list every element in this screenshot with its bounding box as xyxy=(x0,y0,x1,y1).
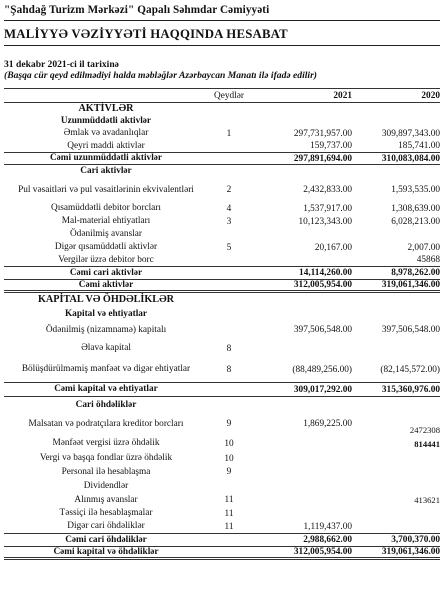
table-row xyxy=(4,165,440,178)
row-label: Təssiçi ilə hesablaşmalar xyxy=(59,508,153,519)
row-label: Dividendlər xyxy=(83,480,129,491)
row-note: 9 xyxy=(226,419,232,429)
table-row xyxy=(4,228,440,241)
total-row xyxy=(4,152,440,165)
row-note: 1 xyxy=(226,128,232,139)
column-header-2020: 2020 xyxy=(421,90,440,101)
report-date: 31 dekabr 2021-ci il tarixinə xyxy=(4,59,119,70)
table-row xyxy=(4,357,440,382)
row-label: Cəmi kapital və ehtiyatlar xyxy=(54,384,158,395)
table-row xyxy=(4,140,440,152)
value-2020: 319,061,346.00 xyxy=(381,280,440,290)
column-header-notes: Qeydlər xyxy=(214,90,244,101)
value-2021: 1,869,225.00 xyxy=(303,419,352,429)
report-title: MALİYYƏ VƏZİYYƏTİ HAQQINDA HESABAT xyxy=(4,27,288,41)
grand-total-row xyxy=(4,279,440,293)
row-label: Mal-material ehtiyatları xyxy=(61,216,151,227)
row-note: 4 xyxy=(226,203,232,214)
value-2020: 45868 xyxy=(416,255,440,265)
row-label: Digər cari öhdəliklər xyxy=(67,521,145,532)
column-header-2021: 2021 xyxy=(333,90,352,101)
section-heading: KAPİTAL VƏ ÖHDƏLİKLƏR xyxy=(38,294,174,306)
row-note: 3 xyxy=(226,216,232,227)
row-label: Cəmi kapital və öhdəliklər xyxy=(53,546,159,557)
row-label: Vergi və başqa fondlar üzrə öhdəlik xyxy=(39,453,173,464)
group-heading: Kapital və ehtiyatlar xyxy=(64,308,148,319)
value-2021: 1,119,437.00 xyxy=(303,521,352,532)
grand-total-row xyxy=(4,546,440,560)
row-label: Əmlak və avadanlıqlar xyxy=(63,128,149,139)
value-2020: 814441 xyxy=(414,438,440,449)
value-2020: 1,308,639.00 xyxy=(391,203,440,214)
table-row xyxy=(4,115,440,127)
balance-sheet-table xyxy=(4,88,440,560)
value-2020: 1,593,535.00 xyxy=(391,185,440,195)
group-heading: Uzunmüddətli aktivlər xyxy=(60,115,152,126)
value-2020: 310,083,084.00 xyxy=(381,153,440,164)
value-2020: 2472308 xyxy=(409,425,440,435)
table-header-row xyxy=(4,88,440,102)
table-row xyxy=(4,340,440,357)
row-label: Cəmi cari aktivlər xyxy=(69,267,143,278)
value-2020: 397,506,548.00 xyxy=(381,325,440,335)
row-label: Malsatan və podratçılara kreditor borcları xyxy=(28,418,184,429)
row-label: Pul vəsaitləri və pul vəsaitlərinin ekvivalentləri xyxy=(18,184,194,195)
value-2020: (82,145,572.00) xyxy=(380,364,440,375)
row-label: Qısamüddətli debitor borcları xyxy=(51,203,161,214)
value-2020: 413621 xyxy=(414,495,440,505)
table-row xyxy=(4,452,440,465)
table-row xyxy=(4,241,440,254)
value-2021: 159,737.00 xyxy=(310,141,352,151)
value-2020: 6,028,213.00 xyxy=(391,216,440,227)
row-note: 9 xyxy=(226,467,232,477)
group-heading: Cari aktivlər xyxy=(80,166,132,177)
table-row xyxy=(4,254,440,266)
company-name: "Şahdağ Turizm Mərkəzi" Qapalı Səhmdar Cəmiyyəti xyxy=(4,4,270,16)
row-label: Cəmi aktivlər xyxy=(78,279,134,290)
table-row xyxy=(4,102,440,115)
value-2020: 185,741.00 xyxy=(398,141,440,151)
value-2021: 312,005,954.00 xyxy=(293,547,352,557)
table-row xyxy=(4,215,440,228)
value-2020: 309,897,343.00 xyxy=(381,128,440,139)
table-row xyxy=(4,493,440,507)
value-2020: 319,061,346.00 xyxy=(381,547,440,557)
table-row xyxy=(4,293,440,308)
table-row xyxy=(4,413,440,435)
table-row xyxy=(4,479,440,493)
value-2021: 312,005,954.00 xyxy=(293,280,352,290)
row-label: Digər qısamüddətli aktivlər xyxy=(54,242,158,253)
row-note xyxy=(207,140,251,152)
header-rule xyxy=(4,20,440,21)
row-label: Mənfəət vergisi üzrə öhdəlik xyxy=(52,438,160,449)
section-heading: AKTİVLƏR xyxy=(78,102,134,114)
table-row xyxy=(4,202,440,215)
value-2021: 297,891,694.00 xyxy=(293,153,352,164)
table-row xyxy=(4,127,440,140)
value-2021: 1,537,917.00 xyxy=(303,203,352,214)
value-2021: 10,123,343.00 xyxy=(298,216,352,227)
value-2021: (88,489,256.00) xyxy=(292,364,352,375)
value-2020: 2,007.00 xyxy=(407,242,440,253)
total-row xyxy=(4,382,440,397)
total-row xyxy=(4,533,440,546)
value-2021: 20,167.00 xyxy=(314,242,352,253)
row-label: Cəmi cari öhdəliklər xyxy=(65,534,147,545)
value-2020: 315,360,976.00 xyxy=(381,384,440,395)
table-row xyxy=(4,178,440,202)
row-label: Vergilər üzrə debitor borc xyxy=(58,254,154,265)
table-row xyxy=(4,465,440,479)
table-row xyxy=(4,320,440,340)
row-label: Bölüşdürülməmiş mənfəət və digər ehtiyatlar xyxy=(21,364,191,375)
table-row xyxy=(4,397,440,413)
row-label: Ödənilmiş avanslar xyxy=(69,229,143,240)
row-note: 5 xyxy=(226,242,232,253)
value-2021: 2,432,833.00 xyxy=(303,185,352,195)
total-row xyxy=(4,266,440,279)
row-label: Qeyri maddi aktivlər xyxy=(67,140,145,151)
row-note: 11 xyxy=(224,495,234,505)
row-label: Personal ilə hesablaşma xyxy=(61,466,151,477)
table-row xyxy=(4,308,440,320)
value-2021: 309,017,292.00 xyxy=(293,384,352,395)
value-2021: 14,114,260.00 xyxy=(299,268,352,278)
row-note: 2 xyxy=(226,185,232,195)
row-note xyxy=(207,320,251,340)
row-label: Ödənilmiş (nizamnamə) kapitalı xyxy=(45,324,167,335)
row-note: 8 xyxy=(226,343,232,354)
table-row xyxy=(4,435,440,452)
value-2020: 3,700,370.00 xyxy=(391,535,440,545)
row-label: Alınmış avanslar xyxy=(74,494,138,505)
row-label: Əlavə kapital xyxy=(81,343,131,354)
value-2021: 297,731,957.00 xyxy=(293,128,352,139)
title-rule xyxy=(4,45,440,46)
row-note: 11 xyxy=(224,508,234,519)
value-2020: 8,978,262.00 xyxy=(391,268,440,278)
row-note: 11 xyxy=(224,521,234,532)
group-heading: Cari öhdəliklər xyxy=(75,399,137,410)
table-row xyxy=(4,507,440,520)
value-2021: 2,988,662.00 xyxy=(303,535,352,545)
table-row xyxy=(4,520,440,533)
value-2021: 397,506,548.00 xyxy=(293,325,352,335)
row-note: 8 xyxy=(226,364,232,375)
row-label: Cəmi uzunmüddətli aktivlər xyxy=(49,153,163,164)
currency-note: (Başqa cür qeyd edilmədiyi halda məbləğlər Azərbaycan Manatı ilə ifadə edilir) xyxy=(4,70,318,81)
row-note: 10 xyxy=(224,438,234,449)
row-note: 10 xyxy=(224,453,234,464)
